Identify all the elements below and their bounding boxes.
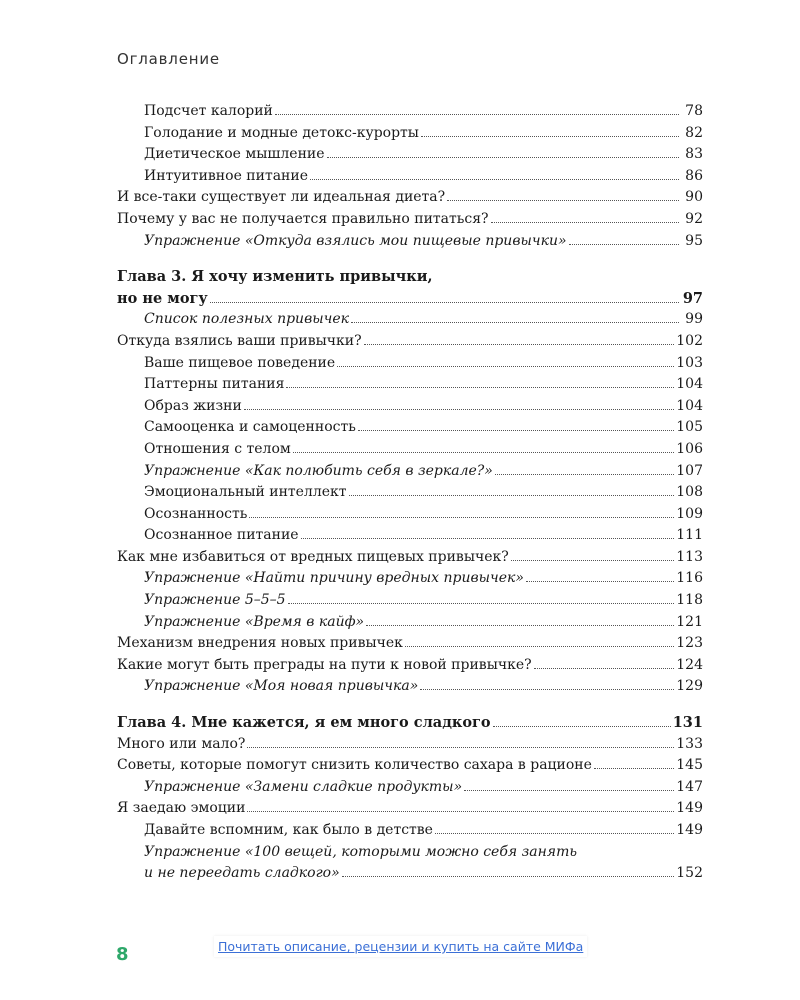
toc-entry-page: 102 xyxy=(676,332,703,349)
toc-entry-title: Я заедаю эмоции xyxy=(117,800,246,817)
toc-entry-title: Упражнение «Моя новая привычка» xyxy=(144,678,419,695)
toc-entry-page: 86 xyxy=(685,167,703,184)
toc-entry-title: Глава 3. Я хочу изменить привычки, xyxy=(117,268,433,286)
toc-entry[interactable] xyxy=(117,568,703,590)
dot-leader xyxy=(288,603,675,604)
toc-entry[interactable] xyxy=(117,374,703,396)
toc-entry[interactable] xyxy=(117,734,703,756)
toc-entry-title: Эмоциональный интеллект xyxy=(144,484,347,501)
toc-entry-page: 92 xyxy=(685,210,703,227)
toc-entry[interactable] xyxy=(117,331,703,353)
toc-entry[interactable] xyxy=(117,231,703,253)
dot-leader xyxy=(358,430,674,431)
dot-leader xyxy=(569,244,679,245)
toc-entry-page: 152 xyxy=(676,865,703,882)
toc-chapter-entry[interactable] xyxy=(117,712,703,734)
toc-entry-title: И все-таки существует ли идеальная диета? xyxy=(117,189,446,206)
table-of-contents xyxy=(117,101,703,885)
buy-link[interactable]: Почитать описание, рецензии и купить на сайте МИФа xyxy=(214,936,587,957)
toc-entry-title: Осознанность xyxy=(144,505,248,522)
toc-entry[interactable] xyxy=(117,123,703,145)
toc-entry-title: Упражнение «Найти причину вредных привычек» xyxy=(144,570,524,587)
toc-entry-page: 129 xyxy=(676,678,703,695)
toc-entry[interactable] xyxy=(117,209,703,231)
toc-entry-title: Глава 4. Мне кажется, я ем много сладкого xyxy=(117,714,491,732)
toc-entry[interactable] xyxy=(117,504,703,526)
dot-leader xyxy=(420,689,674,690)
dot-leader xyxy=(495,474,674,475)
toc-entry[interactable] xyxy=(117,755,703,777)
toc-entry-title: Паттерны питания xyxy=(144,376,285,393)
toc-entry-page: 131 xyxy=(672,714,703,732)
dot-leader xyxy=(327,157,679,158)
dot-leader xyxy=(594,768,674,769)
dot-leader xyxy=(293,452,675,453)
toc-entry-title: Осознанное питание xyxy=(144,527,299,544)
toc-entry-page: 82 xyxy=(685,124,703,141)
toc-entry-page: 107 xyxy=(676,462,703,479)
toc-chapter-entry[interactable] xyxy=(117,288,703,310)
dot-leader xyxy=(526,581,674,582)
toc-entry[interactable] xyxy=(117,144,703,166)
toc-entry[interactable] xyxy=(117,820,703,842)
dot-leader xyxy=(511,560,675,561)
toc-entry[interactable] xyxy=(117,798,703,820)
toc-entry-title: Механизм внедрения новых привычек xyxy=(117,635,403,652)
toc-entry[interactable] xyxy=(117,396,703,418)
toc-entry-title: Советы, которые помогут снизить количество сахара в рационе xyxy=(117,757,592,774)
toc-entry[interactable] xyxy=(117,863,703,885)
toc-entry-page: 133 xyxy=(676,735,703,752)
toc-entry-title: Отношения с телом xyxy=(144,440,291,457)
toc-entry-title: Ваше пищевое поведение xyxy=(144,354,336,371)
toc-entry-page: 104 xyxy=(676,376,703,393)
toc-entry-page: 83 xyxy=(685,146,703,163)
section-gap xyxy=(117,698,703,712)
toc-entry[interactable] xyxy=(117,166,703,188)
toc-entry-title: Диетическое мышление xyxy=(144,146,325,163)
toc-entry-title: Упражнение «100 вещей, которыми можно себя занять xyxy=(144,843,577,860)
toc-entry-title: Список полезных привычек xyxy=(144,311,349,328)
section-gap xyxy=(117,252,703,266)
toc-entry[interactable] xyxy=(117,612,703,634)
toc-entry[interactable] xyxy=(117,547,703,569)
dot-leader xyxy=(244,409,674,410)
toc-entry[interactable] xyxy=(117,777,703,799)
toc-entry-page: 109 xyxy=(676,505,703,522)
toc-entry[interactable] xyxy=(117,309,703,331)
toc-entry[interactable] xyxy=(117,417,703,439)
toc-entry-title: Упражнение 5–5–5 xyxy=(144,592,286,609)
dot-leader xyxy=(247,811,674,812)
toc-entry-page: 123 xyxy=(676,635,703,652)
dot-leader xyxy=(447,200,679,201)
toc-entry[interactable] xyxy=(117,590,703,612)
dot-leader xyxy=(435,833,674,834)
dot-leader xyxy=(310,179,679,180)
toc-chapter-entry[interactable] xyxy=(117,266,703,288)
toc-entry[interactable] xyxy=(117,439,703,461)
toc-entry-page: 103 xyxy=(676,354,703,371)
toc-entry-title: Откуда взялись ваши привычки? xyxy=(117,332,362,349)
dot-leader xyxy=(366,625,674,626)
toc-entry-title: Самооценка и самоценность xyxy=(144,419,356,436)
toc-entry-page: 124 xyxy=(676,656,703,673)
toc-entry[interactable] xyxy=(117,655,703,677)
dot-leader xyxy=(405,646,674,647)
toc-entry[interactable] xyxy=(117,101,703,123)
toc-entry-page: 106 xyxy=(676,440,703,457)
toc-entry-title: Упражнение «Время в кайф» xyxy=(144,613,365,630)
dot-leader xyxy=(534,668,675,669)
running-head: Оглавление xyxy=(117,50,220,68)
toc-entry-title: Почему у вас не получается правильно питаться? xyxy=(117,210,489,227)
dot-leader xyxy=(249,517,674,518)
dot-leader xyxy=(342,876,675,877)
toc-entry-title: Упражнение «Замени сладкие продукты» xyxy=(144,778,463,795)
toc-entry-page: 97 xyxy=(682,289,703,307)
toc-entry-page: 99 xyxy=(685,311,703,328)
toc-entry-page: 116 xyxy=(676,570,703,587)
toc-entry-title: Упражнение «Как полюбить себя в зеркале?» xyxy=(144,462,493,479)
toc-entry-title: Подсчет калорий xyxy=(144,103,273,119)
toc-entry-title: Как мне избавиться от вредных пищевых привычек? xyxy=(117,548,509,565)
toc-entry-title: Упражнение «Откуда взялись мои пищевые привычки» xyxy=(144,232,567,249)
dot-leader xyxy=(247,747,674,748)
toc-entry-page: 78 xyxy=(685,103,703,119)
dot-leader xyxy=(301,538,675,539)
toc-entry-page: 105 xyxy=(676,419,703,436)
toc-entry-title: Много или мало? xyxy=(117,735,246,752)
dot-leader xyxy=(493,726,671,727)
toc-entry[interactable] xyxy=(117,676,703,698)
toc-entry-page: 113 xyxy=(676,548,703,565)
toc-entry[interactable] xyxy=(117,633,703,655)
toc-entry-title: но не могу xyxy=(117,289,208,307)
toc-entry-page: 95 xyxy=(685,232,703,249)
toc-entry-title: Образ жизни xyxy=(144,397,242,414)
toc-entry-title: Давайте вспомним, как было в детстве xyxy=(144,822,433,838)
toc-entry[interactable] xyxy=(117,842,703,864)
dot-leader xyxy=(210,302,679,303)
toc-entry-title: и не переедать сладкого» xyxy=(144,865,340,882)
dot-leader xyxy=(337,366,674,367)
toc-entry-page: 149 xyxy=(676,800,703,817)
dot-leader xyxy=(421,136,679,137)
toc-entry-page: 118 xyxy=(676,592,703,609)
dot-leader xyxy=(464,790,674,791)
dot-leader xyxy=(491,222,679,223)
dot-leader xyxy=(349,495,675,496)
toc-entry-page: 145 xyxy=(676,757,703,774)
toc-entry[interactable] xyxy=(117,353,703,375)
toc-entry-title: Интуитивное питание xyxy=(144,167,309,184)
toc-entry[interactable] xyxy=(117,461,703,483)
dot-leader xyxy=(364,344,675,345)
dot-leader xyxy=(286,387,674,388)
dot-leader xyxy=(275,114,679,115)
dot-leader xyxy=(351,322,679,323)
toc-entry[interactable] xyxy=(117,482,703,504)
toc-entry-page: 104 xyxy=(676,397,703,414)
toc-entry-page: 108 xyxy=(676,484,703,501)
toc-entry-title: Голодание и модные детокс-курорты xyxy=(144,124,419,141)
toc-entry-page: 147 xyxy=(676,778,703,795)
toc-entry-title: Какие могут быть преграды на пути к новой привычке? xyxy=(117,656,532,673)
toc-entry[interactable] xyxy=(117,187,703,209)
toc-entry-page: 90 xyxy=(685,189,703,206)
toc-entry-page: 111 xyxy=(676,527,703,544)
page-number: 8 xyxy=(116,944,129,965)
toc-entry[interactable] xyxy=(117,525,703,547)
toc-entry-page: 149 xyxy=(676,822,703,838)
toc-entry-page: 121 xyxy=(676,613,703,630)
